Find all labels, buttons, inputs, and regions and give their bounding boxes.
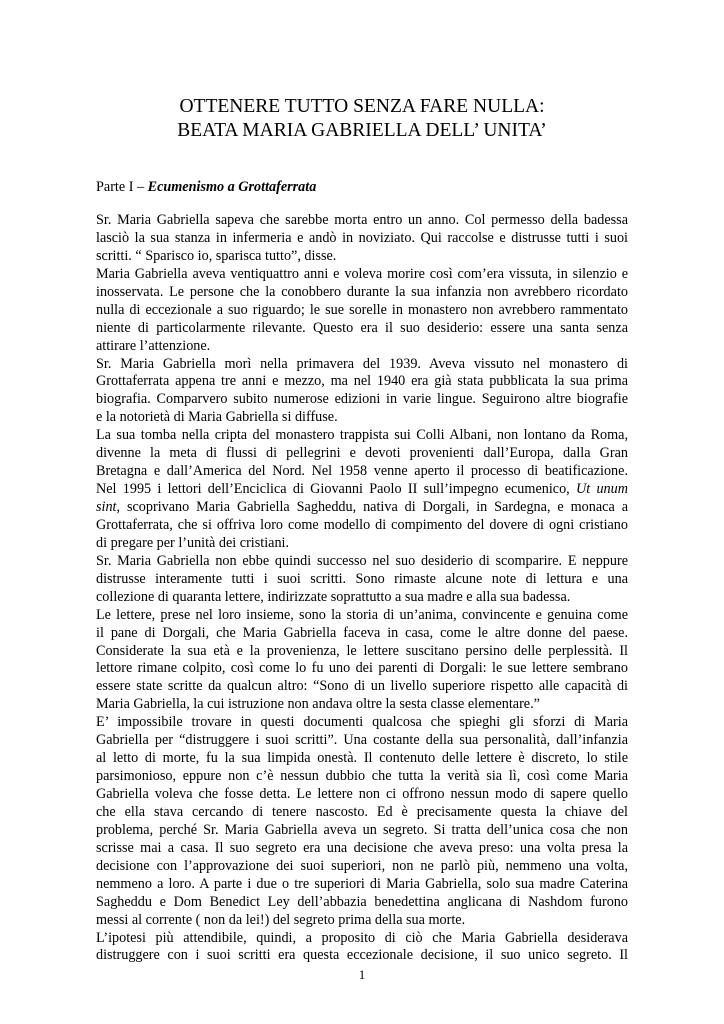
line-text: lettore rimane colpito, così come lo fu uno dei parenti di Dorgali: le sue lettere sembrano — [96, 660, 628, 677]
text-line — [96, 732, 628, 750]
text-line — [96, 481, 628, 499]
line-text: al letto di morte, fu la sua limpida onestà. Il contenuto delle lettere è discreto, lo stile — [96, 750, 628, 767]
line-text: , scoprivano Maria Gabriella Sagheddu, nativa di Dorgali, in Sardegna, e monaca a — [116, 499, 628, 515]
line-text: lasciò la sua stanza in infermeria e andò in noviziato. Qui raccolse e distrusse tutti i suoi — [96, 229, 628, 246]
title-line-1: OTTENERE TUTTO SENZA FARE NULLA: — [179, 96, 545, 117]
line-text: attirare l’attenzione. — [96, 337, 211, 354]
text-line — [96, 571, 628, 589]
line-text: Bretagna e dall’America del Nord. Nel 1958 venne aperto il processo di beatificazione. — [96, 463, 628, 480]
text-line — [96, 427, 628, 445]
line-text: che ella stava cercando di tenere nascosto. Ed è precisamente questa la chiave del — [96, 803, 628, 820]
text-line — [96, 912, 628, 930]
line-text: Nel 1995 i lettori dell’Enciclica di Giovanni Paolo II sull’impegno ecumenico, — [96, 481, 576, 498]
line-text: E’ impossibile trovare in questi documenti qualcosa che spieghi gli sforzi di Maria — [96, 714, 628, 731]
text-line — [96, 302, 628, 320]
line-text: divenne la meta di flussi di pellegrini e devoti provenienti dall’Europa, dalla Gran — [96, 445, 628, 462]
text-line — [96, 391, 628, 409]
line-text: e la notorietà di Maria Gabriella si diffuse. — [96, 409, 338, 426]
text-line — [96, 786, 628, 804]
line-text: Considerate la sua età e la provenienza, le lettere suscitano persino delle perplessità. Il — [96, 642, 628, 659]
line-text: inosservata. Le persone che la conobbero durante la sua infanzia non avrebbero ricordato — [96, 283, 628, 300]
line-text: distruggere con i suoi scritti era questa eccezionale decisione, il suo unico segreto. Il — [96, 947, 628, 964]
line-text: Sr. Maria Gabriella non ebbe quindi successo nel suo desiderio di scomparire. E neppure — [96, 552, 628, 569]
section-prefix: Parte I – — [96, 179, 148, 195]
line-text: scritti. “ Sparisco io, sparisca tutto”, disse. — [96, 247, 337, 264]
text-line — [96, 499, 628, 517]
line-text: distrusse interamente tutti i suoi scritti. Sono rimaste alcune note di lettura e una — [96, 570, 628, 587]
text-line — [96, 535, 628, 553]
text-line — [96, 445, 628, 463]
text-line — [96, 409, 628, 427]
text-line — [96, 463, 628, 481]
text-line — [96, 840, 628, 858]
line-text: Gabriella per “distruggere i suoi scritti”. Una costante della sua personalità, dall’infanzia — [96, 732, 628, 749]
text-line — [96, 625, 628, 643]
line-text: Sr. Maria Gabriella morì nella primavera del 1939. Aveva vissuto nel monastero di — [96, 355, 628, 372]
text-line — [96, 373, 628, 391]
text-line — [96, 750, 628, 768]
document-title — [0, 95, 724, 143]
line-text: di pregare per l’unità dei cristiani. — [96, 534, 290, 551]
title-line-2: BEATA MARIA GABRIELLA DELL’ UNITA’ — [177, 120, 547, 141]
line-text: essere state scritte da qualcun altro: “Sono di un livello superiore rispetto alle capacità di — [96, 678, 628, 695]
line-text: scrisse mai a casa. Il suo segreto era una decisione che aveva preso: una volta presa la — [96, 839, 628, 856]
text-line — [96, 230, 628, 248]
text-line — [96, 714, 628, 732]
text-line — [96, 930, 628, 948]
line-text: La sua tomba nella cripta del monastero trappista sui Colli Albani, non lontano da Roma, — [96, 427, 628, 444]
text-line — [96, 517, 628, 535]
line-text: Sagheddu e Dom Benedict Ley dell’abbazia benedettina anglicana di Nashdom furono — [96, 893, 628, 910]
line-text: Le lettere, prese nel loro insieme, sono la storia di un’anima, convincente e genuina come — [96, 606, 628, 623]
line-text: Gabriella voleva che fosse detta. Le lettere non ci offrono nessun modo di sapere quello — [96, 786, 628, 802]
text-line — [96, 768, 628, 786]
text-line — [96, 284, 628, 302]
line-text: Grottaferrata, che si offriva loro come modello di compimento del dovere di ogni cristiano — [96, 516, 628, 533]
line-text: Maria Gabriella aveva ventiquattro anni e voleva morire così com’era vissuta, in silenzio e — [96, 265, 628, 282]
page-number: 1 — [358, 967, 366, 982]
text-line — [96, 589, 628, 607]
line-text: Sr. Maria Gabriella sapeva che sarebbe morta entro un anno. Col permesso della badessa — [96, 212, 628, 228]
italic-text: Ut unum — [576, 481, 628, 498]
line-text: nemmeno a loro. A parte i due o tre superiori di Maria Gabriella, solo sua madre Caterina — [96, 875, 628, 892]
line-text: il pane di Dorgali, che Maria Gabriella faceva in casa, come le altre donne del paese. — [96, 624, 628, 641]
line-text: Grottaferrata appena tre anni e mezzo, ma nel 1940 era già stata pubblicata la sua prima — [96, 373, 628, 390]
text-line — [96, 212, 628, 230]
text-line — [96, 356, 628, 374]
line-text: L’ipotesi più attendibile, quindi, a proposito di ciò che Maria Gabriella desiderava — [96, 929, 628, 946]
text-line — [96, 678, 628, 696]
text-line — [96, 804, 628, 822]
text-line — [96, 876, 628, 894]
text-line — [96, 248, 628, 266]
line-text: niente di particolarmente rilevante. Questo era il suo desiderio: essere una santa senza — [96, 319, 628, 336]
text-line — [96, 607, 628, 625]
text-line — [96, 266, 628, 284]
text-line — [96, 320, 628, 338]
section-heading — [96, 178, 316, 197]
text-line — [96, 338, 628, 356]
line-text: problema, perché Sr. Maria Gabriella aveva un segreto. Si tratta dell’unica cosa che non — [96, 821, 628, 838]
line-text: nulla di eccezionale a suo riguardo; le sue sorelle in monastero non avrebbero rammentato — [96, 301, 628, 318]
text-line — [96, 947, 628, 965]
text-line — [96, 660, 628, 678]
text-line — [96, 553, 628, 571]
line-text: biografia. Comparvero subito numerose edizioni in varie lingue. Seguirono altre biografie — [96, 391, 628, 408]
text-line — [96, 858, 628, 876]
body-text — [96, 212, 628, 965]
section-title: Ecumenismo a Grottaferrata — [147, 179, 317, 195]
line-text: messi al corrente ( non da lei!) del segreto prima della sua morte. — [96, 911, 466, 928]
text-line — [96, 696, 628, 714]
line-text: Maria Gabriella, la cui istruzione non andava oltre la sesta classe elementare.” — [96, 696, 540, 713]
line-text: collezione di quaranta lettere, indirizzate soprattutto a sua madre e alla sua badessa. — [96, 588, 571, 605]
text-line — [96, 894, 628, 912]
italic-text: sint — [96, 499, 117, 515]
line-text: parsimonioso, eppure non c’è nessun dubbio che tutta la verità sia lì, così come Maria — [96, 768, 628, 785]
text-line — [96, 822, 628, 840]
line-text: decisione con l’approvazione dei suoi superiori, non ne parlò più, nemmeno una volta, — [96, 857, 628, 874]
text-line — [96, 643, 628, 661]
